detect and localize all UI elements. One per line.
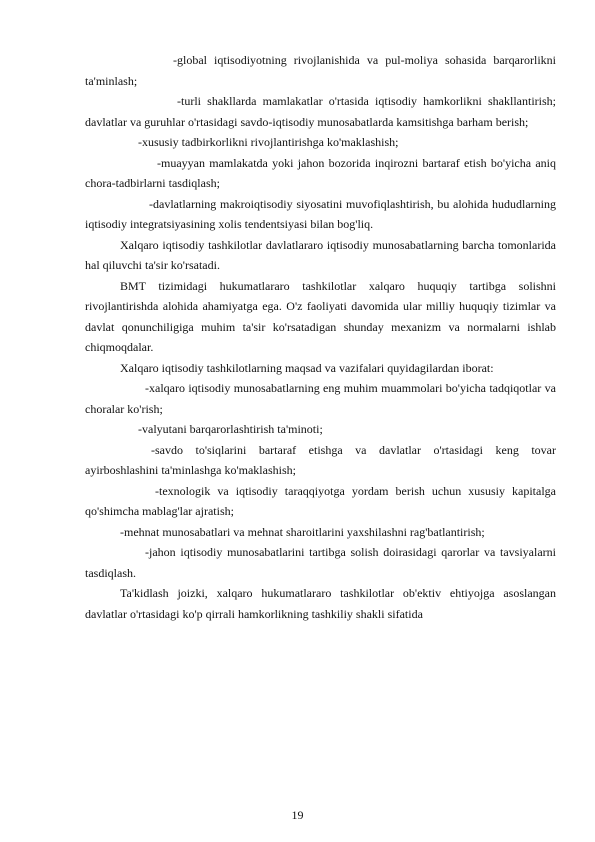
paragraph-8: Xalqaro iqtisodiy tashkilotlarning maqsad va vazifalari quyidagilardan iborat: [120, 360, 494, 375]
paragraph-6: Xalqaro iqtisodiy tashkilotlar davlatlararo iqtisodiy munosabatlarning barcha tomonlarida hal qiluvchi ta'sir ko'rsatadi. [85, 237, 556, 272]
paragraph-10: -valyutani barqarorlashtirish ta'minoti; [138, 422, 323, 436]
paragraph-7: BMT tizimidagi hukumatlararo tashkilotlar xalqaro huquqiy tartibga solishni rivojlantirishda alohida ahamiyatga ega. O'z faoliyati davomida ular milliy huquqiy tizimlar va davlat qonunchiligiga muhim ta'sir ko'rsatadigan shunday mexanizm va normalarni ishlab chiqmoqdalar. [85, 278, 556, 354]
paragraph-9: -xalqaro iqtisodiy munosabatlarning eng muhim muammolari bo'yicha tadqiqotlar va choralar ko'rish; [85, 381, 556, 416]
paragraph-15: Ta'kidlash joizki, xalqaro hukumatlararo tashkilotlar ob'ektiv ehtiyojga asoslangan davlatlar o'rtasidagi ko'p qirrali hamkorlikning tashkiliy shakli sifatida [85, 586, 556, 621]
page-number: 19 [291, 808, 304, 822]
body-text [85, 50, 556, 624]
paragraph-2: -turli shakllarda mamlakatlar o'rtasida iqtisodiy hamkorlikni shakllantirish; davlatlar va guruhlar o'rtasidagi savdo-iqtisodiy munosabatlarda kamsitishga barham berish; [85, 94, 556, 129]
paragraph-4: -muayyan mamlakatda yoki jahon bozorida inqirozni bartaraf etish bo'yicha aniq chora-tadbirlarni tasdiqlash; [85, 155, 556, 190]
paragraph-1: -global iqtisodiyotning rivojlanishida va pul-moliya sohasida barqarorlikni ta'minlash; [85, 53, 556, 88]
paragraph-5: -davlatlarning makroiqtisodiy siyosatini muvofiqlashtirish, bu alohida hududlarning iqtisodiy integratsiyasining xolis tendentsiyasi bilan bog'liq. [85, 196, 556, 231]
paragraph-13: -mehnat munosabatlari va mehnat sharoitlarini yaxshilashni rag'batlantirish; [120, 524, 485, 539]
paragraph-12: -texnologik va iqtisodiy taraqqiyotga yordam berish uchun xususiy kapitalga qo'shimcha mablag'lar ajratish; [85, 483, 556, 518]
paragraph-3: -xususiy tadbirkorlikni rivojlantirishga ko'maklashish; [138, 135, 399, 149]
paragraph-11: -savdo to'siqlarini bartaraf etishga va davlatlar o'rtasidagi keng tovar ayirboshlashini ta'minlashga ko'maklashish; [85, 442, 556, 477]
paragraph-14: -jahon iqtisodiy munosabatlarini tartibga solish doirasidagi qarorlar va tavsiyalarni tasdiqlash. [85, 545, 556, 580]
